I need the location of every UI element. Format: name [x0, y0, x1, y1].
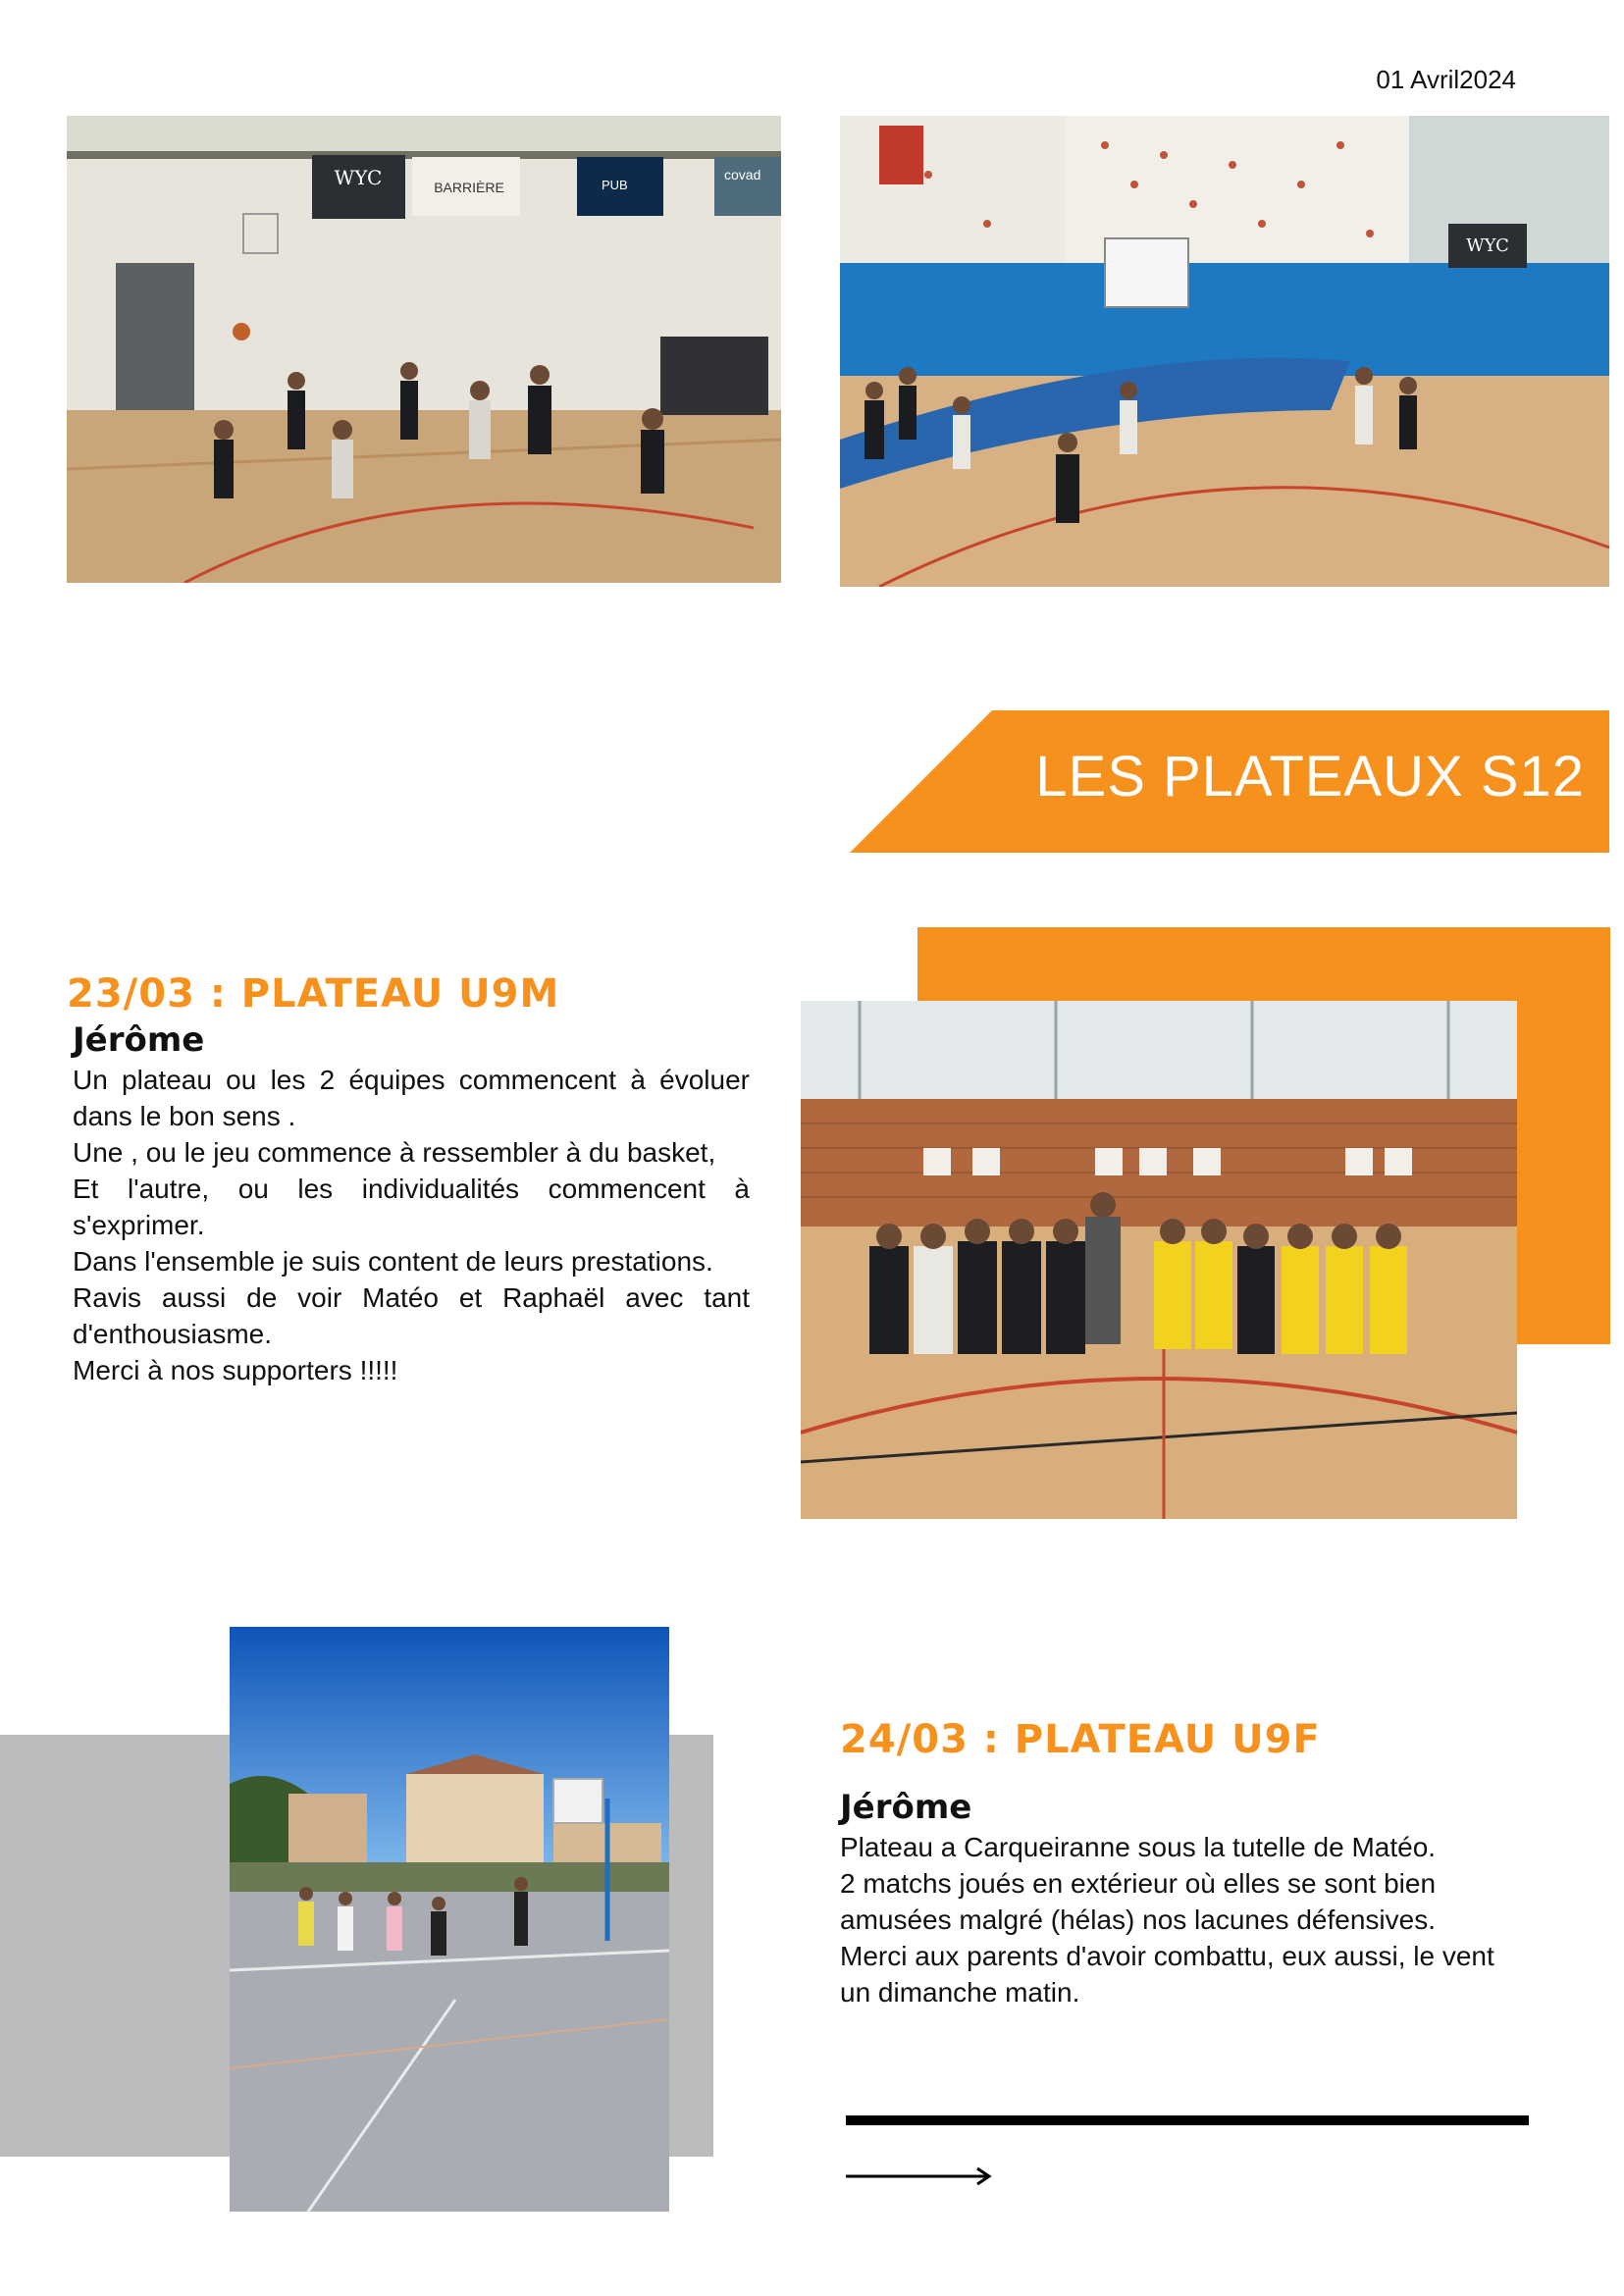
paragraph: 2 matchs joués en extérieur où elles se sont bien amusées malgré (hélas) nos lacunes défensives. [840, 1868, 1437, 1935]
paragraph: Et l'autre, ou les individualités commencent à s'exprimer. [73, 1174, 750, 1240]
banner-text: WYC [1466, 235, 1509, 256]
section-author: Jérôme [840, 1788, 972, 1827]
paragraph: Un plateau ou les 2 équipes commencent à évoluer dans le bon sens . [73, 1065, 750, 1131]
section-heading-u9m: 23/03 : PLATEAU U9M [67, 971, 560, 1017]
team-photo [801, 1001, 1517, 1519]
divider-line [846, 2115, 1529, 2125]
game-photo-2 [840, 116, 1609, 587]
issue-date: 01 Avril2024 [1376, 65, 1516, 94]
game-photo-1 [67, 116, 781, 583]
banner-text: WYC [334, 166, 383, 189]
section-author: Jérôme [73, 1020, 205, 1060]
paragraph: Plateau a Carqueiranne sous la tutelle de Matéo. [840, 1832, 1437, 1862]
section-body-u9f [840, 1829, 1527, 2010]
banner-title: LES PLATEAUX S12 [1035, 745, 1585, 809]
banner-text: PUB [602, 178, 628, 192]
paragraph: Merci aux parents d'avoir combattu, eux aussi, le vent un dimanche matin. [840, 1941, 1494, 2008]
outdoor-photo [230, 1627, 669, 2212]
section-body-u9m [73, 1062, 750, 1388]
arrow-right-icon [846, 2165, 993, 2188]
paragraph: Dans l'ensemble je suis content de leurs prestations. [73, 1246, 713, 1277]
paragraph: Merci à nos supporters !!!!! [73, 1355, 398, 1385]
banner-text: BARRIÈRE [434, 180, 504, 195]
section-heading-u9f: 24/03 : PLATEAU U9F [840, 1717, 1321, 1762]
banner-text: covad [724, 167, 761, 183]
paragraph: Ravis aussi de voir Matéo et Raphaël avec tant d'enthousiasme. [73, 1282, 750, 1349]
paragraph: Une , ou le jeu commence à ressembler à du basket, [73, 1137, 716, 1168]
